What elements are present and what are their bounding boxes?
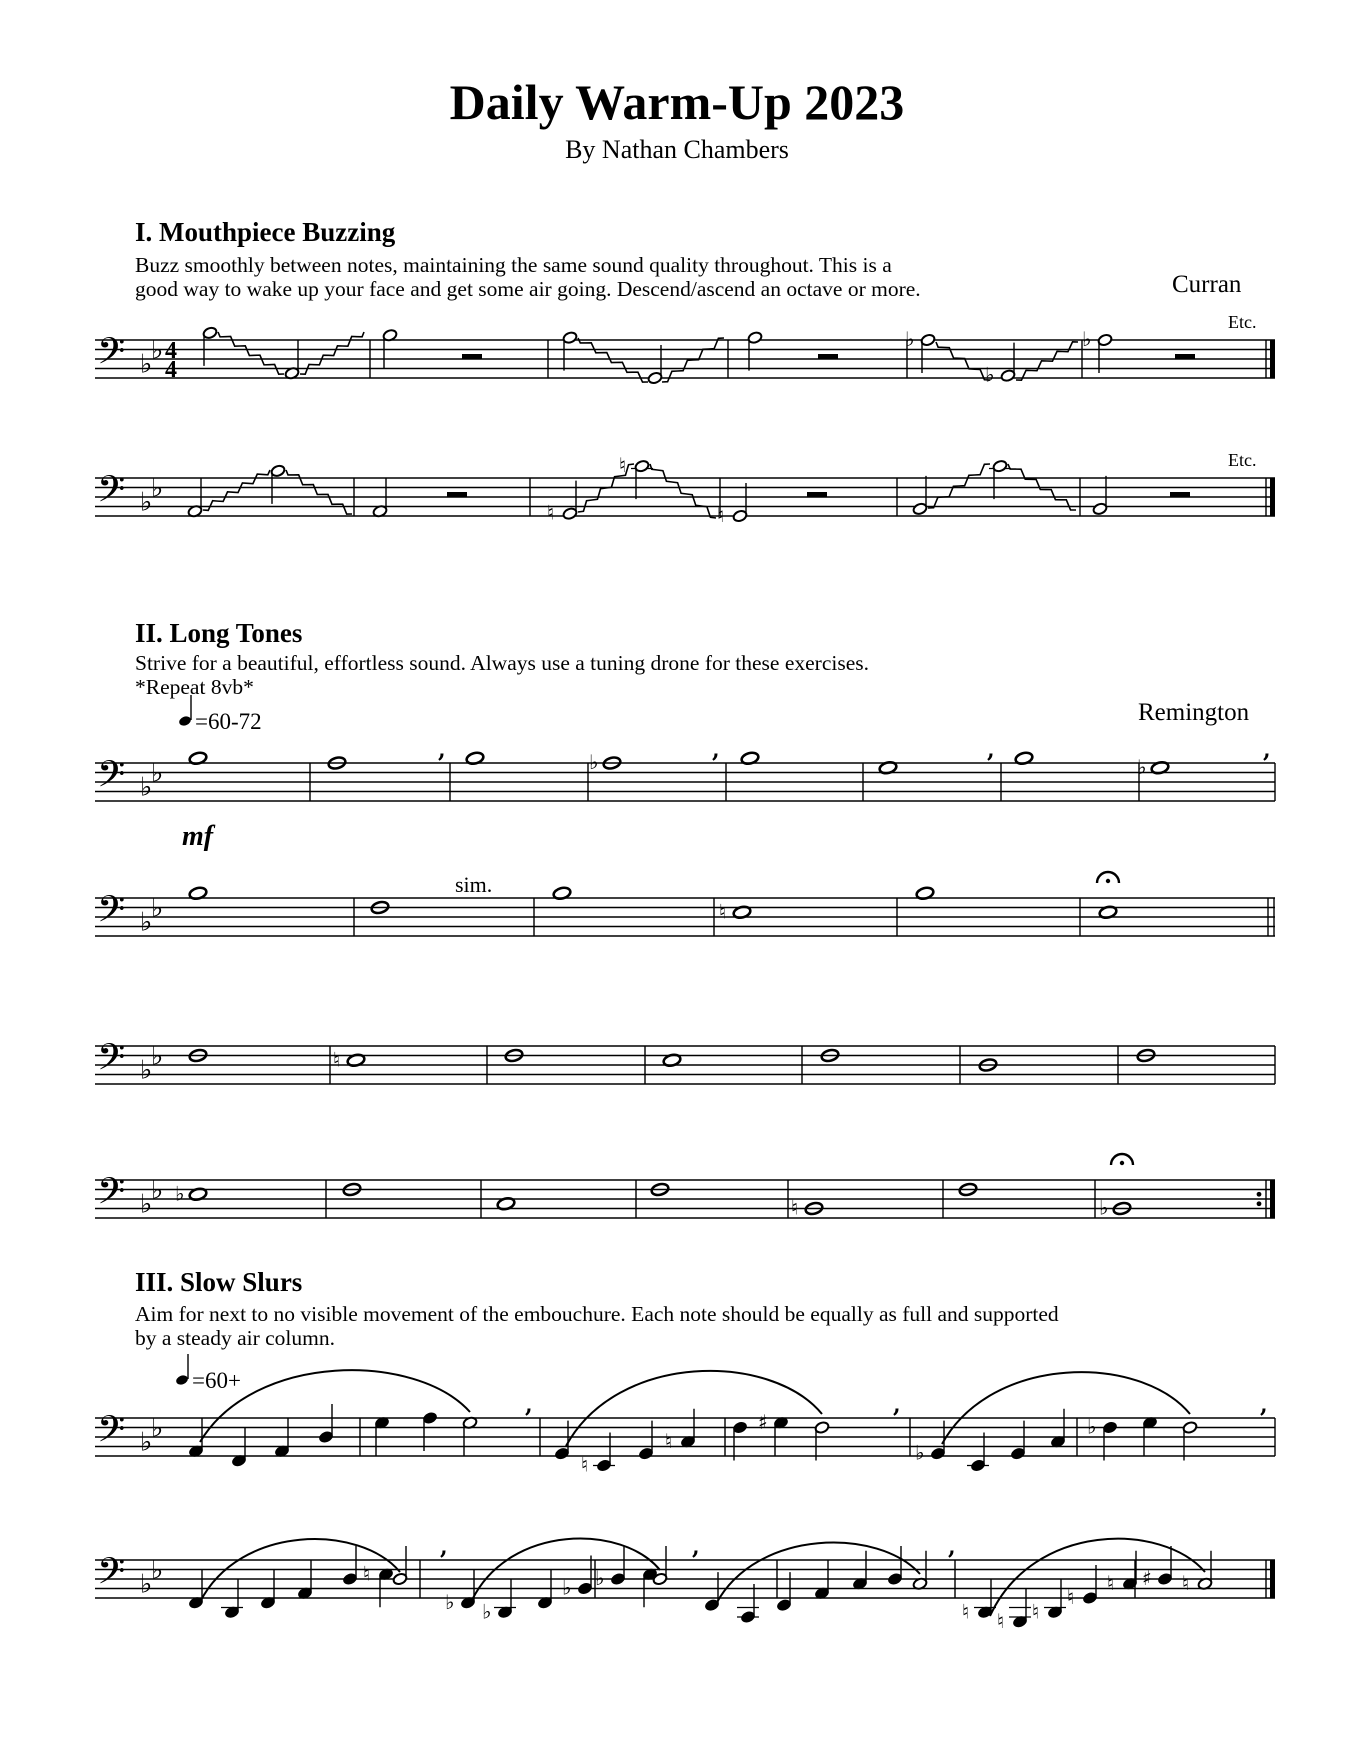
breath-mark-icon: , [525, 1392, 533, 1418]
flat-icon: ♭ [140, 1055, 153, 1086]
time-signature-bottom: 4 [165, 357, 177, 383]
bass-clef-icon: 𝄢 [97, 330, 126, 382]
tempo-marking: =60+ [192, 1368, 241, 1393]
breath-mark-icon: , [440, 1534, 448, 1560]
natural-icon: ♮ [363, 1561, 371, 1586]
glissando [928, 464, 990, 508]
natural-icon: ♮ [717, 503, 725, 527]
flat-icon: ♭ [1137, 754, 1147, 779]
bass-clef-icon: 𝄢 [97, 888, 126, 940]
staff-system [95, 1534, 1275, 1633]
glissando [650, 464, 716, 518]
half-rest [462, 354, 482, 359]
etc-text: Etc. [1228, 312, 1257, 332]
bass-clef-icon: 𝄢 [97, 468, 126, 520]
fermata-dot [1120, 1161, 1124, 1165]
half-rest [1175, 354, 1195, 359]
slur [990, 1539, 1205, 1616]
natural-icon: ♮ [1182, 1570, 1190, 1595]
repeat-barline [1270, 1180, 1275, 1218]
section-description-line: Strive for a beautiful, effortless sound. Always use a tuning drone for these exercises. [135, 651, 869, 675]
breath-mark-icon: , [1260, 1392, 1268, 1418]
bass-clef-icon: 𝄢 [97, 1036, 126, 1088]
breath-mark-icon: , [692, 1534, 700, 1560]
natural-icon: ♮ [962, 1599, 970, 1624]
flat-icon: ♭ [1099, 1195, 1109, 1220]
dynamic-marking: mf [182, 821, 214, 852]
expression-text: sim. [455, 872, 493, 897]
natural-icon: ♮ [719, 899, 727, 924]
flat-icon: ♭ [589, 750, 599, 774]
natural-icon: ♮ [619, 453, 627, 478]
flat-icon: ♭ [915, 1440, 925, 1465]
fermata-dot [1106, 879, 1110, 883]
flat-icon: ♭ [905, 327, 915, 351]
section-description-line: *Repeat 8vb* [135, 675, 254, 699]
tempo-note-icon [175, 1374, 189, 1386]
glissando [286, 470, 352, 514]
breath-mark-icon: , [438, 737, 446, 763]
flat-icon: ♭ [175, 1181, 185, 1206]
staff-system [95, 1036, 1275, 1087]
natural-icon: ♮ [547, 500, 555, 525]
bass-clef-icon: 𝄢 [97, 1170, 126, 1222]
glissando [1016, 342, 1078, 380]
flat-icon: ♭ [445, 1589, 455, 1614]
bass-clef-icon: 𝄢 [97, 753, 126, 805]
flat-icon: ♭ [140, 1569, 153, 1600]
final-barline [1270, 1560, 1275, 1598]
glissando [578, 338, 648, 382]
tempo-note-icon [178, 715, 192, 727]
staff-system [95, 1154, 1275, 1221]
breath-mark-icon: , [712, 737, 720, 763]
flat-icon: ♭ [482, 1599, 492, 1624]
flat-icon: ♭ [151, 1041, 164, 1072]
composer-credit: Remington [1138, 699, 1250, 726]
tempo-marking: =60-72 [195, 709, 262, 734]
flat-icon: ♭ [1082, 327, 1092, 351]
final-barline [1270, 478, 1275, 516]
breath-mark-icon: , [948, 1534, 956, 1560]
section-heading-long-tones: II. Long Tones [135, 618, 303, 648]
flat-icon: ♭ [595, 1566, 605, 1590]
half-rest [818, 354, 838, 359]
staff-system [95, 695, 1275, 852]
natural-icon: ♮ [1032, 1599, 1040, 1624]
section-heading-buzzing: I. Mouthpiece Buzzing [135, 217, 396, 247]
flat-icon: ♭ [985, 362, 995, 387]
etc-text: Etc. [1228, 450, 1257, 470]
half-rest [807, 492, 827, 497]
staff-system [95, 450, 1275, 527]
flat-icon: ♭ [140, 907, 153, 938]
flat-icon: ♭ [151, 893, 164, 924]
breath-mark-icon: , [1263, 737, 1271, 763]
section-heading-slow-slurs: III. Slow Slurs [135, 1267, 303, 1297]
section-description-line: by a steady air column. [135, 1326, 336, 1350]
section-description-line: Aim for next to no visible movement of the embouchure. Each note should be equally as full and supported [135, 1302, 1059, 1326]
flat-icon: ♭ [151, 1555, 164, 1586]
flat-icon: ♭ [151, 1413, 164, 1444]
bass-clef-icon: 𝄢 [97, 1550, 126, 1602]
staff-system [95, 1354, 1275, 1477]
flat-icon: ♭ [140, 487, 153, 518]
flat-icon: ♭ [562, 1575, 572, 1600]
natural-icon: ♮ [1107, 1570, 1115, 1595]
glissando [662, 338, 724, 382]
repeat-dot [1257, 1192, 1262, 1197]
page-subtitle: By Nathan Chambers [565, 135, 789, 164]
sharp-icon: ♯ [758, 1409, 768, 1434]
flat-icon: ♭ [140, 772, 153, 803]
flat-icon: ♭ [151, 1175, 164, 1206]
breath-mark-icon: , [893, 1392, 901, 1418]
section-description-line: Buzz smoothly between notes, maintaining the same sound quality throughout. This is a [135, 253, 892, 277]
section-description-line: good way to wake up your face and get some air going. Descend/ascend an octave or more. [135, 277, 921, 301]
natural-icon: ♮ [997, 1608, 1005, 1633]
page-title: Daily Warm-Up 2023 [449, 74, 905, 130]
flat-icon: ♭ [151, 758, 164, 789]
natural-icon: ♮ [581, 1452, 589, 1477]
natural-icon: ♮ [1067, 1585, 1075, 1609]
flat-icon: ♭ [140, 349, 153, 380]
staff-system [95, 872, 1275, 939]
time-signature-top: 4 [165, 338, 177, 364]
repeat-dot [1257, 1201, 1262, 1206]
staff-system [95, 312, 1275, 387]
half-rest [1170, 492, 1190, 497]
flat-icon: ♭ [151, 335, 164, 366]
flat-icon: ♭ [140, 1427, 153, 1458]
bass-clef-icon: 𝄢 [97, 1408, 126, 1460]
flat-icon: ♭ [140, 1189, 153, 1220]
slur [942, 1372, 1190, 1444]
glissando [936, 342, 990, 380]
natural-icon: ♮ [333, 1047, 341, 1072]
breath-mark-icon: , [987, 737, 995, 763]
sharp-icon: ♯ [1142, 1566, 1152, 1590]
flat-icon: ♭ [1087, 1414, 1097, 1439]
flat-icon: ♭ [151, 473, 164, 504]
natural-icon: ♮ [791, 1195, 799, 1220]
glissando [203, 470, 270, 510]
natural-icon: ♮ [665, 1428, 673, 1453]
half-rest [447, 492, 467, 497]
final-barline [1270, 340, 1275, 378]
composer-credit: Curran [1172, 271, 1242, 298]
